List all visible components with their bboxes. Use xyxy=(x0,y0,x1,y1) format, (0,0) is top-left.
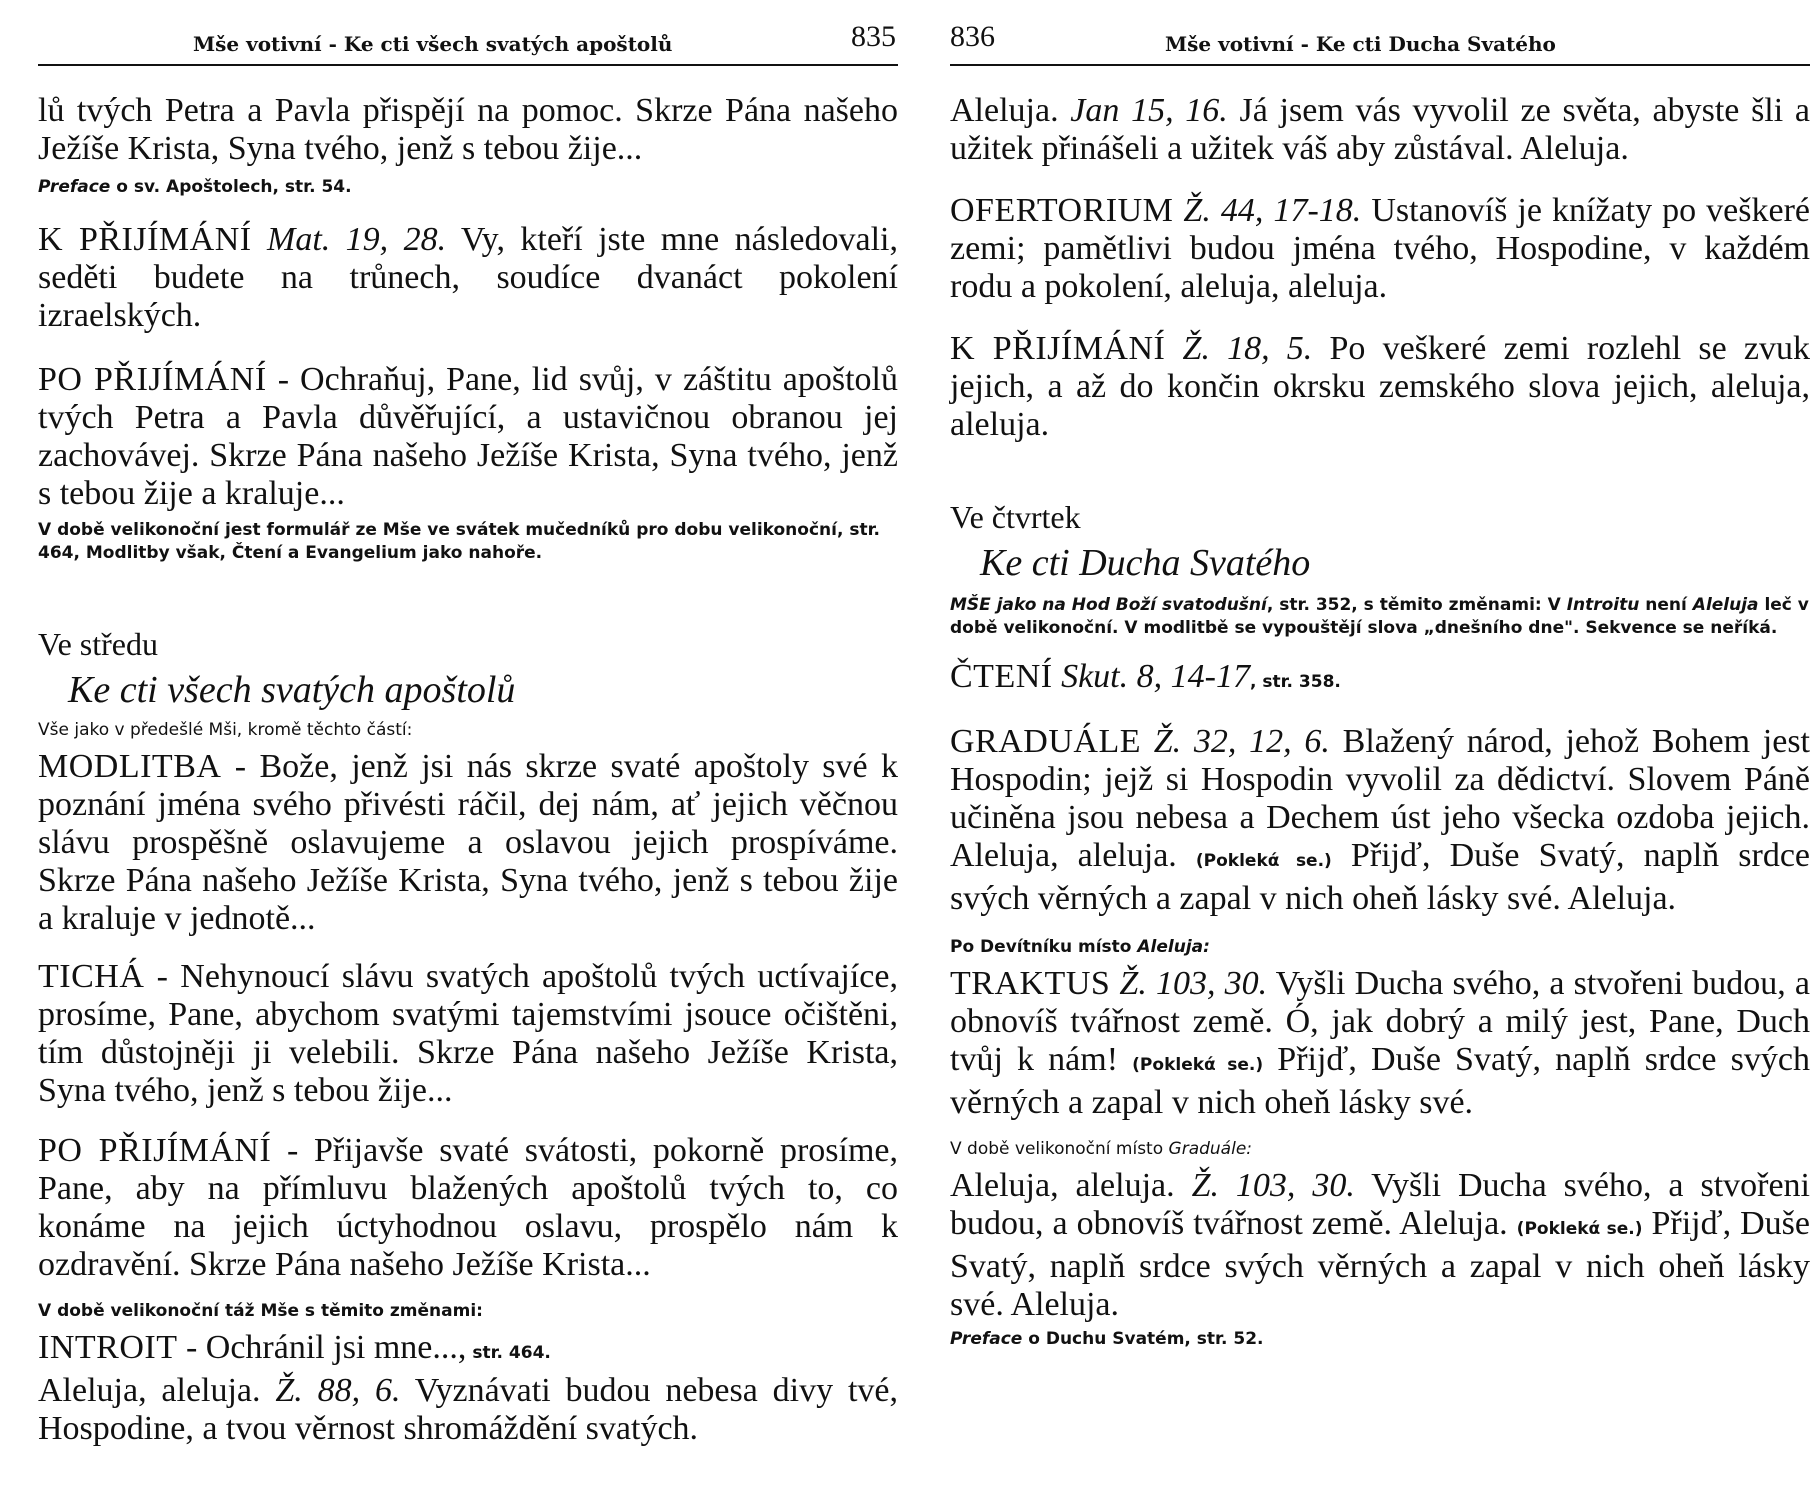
section-text: - Ochraňuj, Pane, lid svůj, v záštitu apoštolů tvých Petra a Pavla důvěřující, a ustavičnou obranou jej zachovávej. Skrze Pána našeho Ježíše Krista, Syna tvého, jenž s tebou žije a kraluje... xyxy=(38,361,898,512)
alleluia-text: Aleluja, aleluja. xyxy=(38,1372,276,1409)
preface-italic: Preface xyxy=(38,177,111,197)
section-text: Přijď, Duše Svatý, naplň srdce svých věrných a zapal v nich oheň lásky své. xyxy=(950,1041,1810,1121)
alleluia-text: Aleluja, aleluja. xyxy=(950,1167,1192,1204)
section-label: MODLITBA xyxy=(38,748,222,785)
reading xyxy=(950,658,1810,701)
scripture-ref: Mat. 19, 28. xyxy=(267,221,447,258)
section-text: Přijď, Duše Svatý, naplň srdce svých věrných a zapal v nich oheň lásky své. Aleluja. xyxy=(950,837,1810,917)
scripture-ref: Jan 15, 16. xyxy=(1070,92,1228,129)
scripture-ref: Ž. 18, 5. xyxy=(1165,330,1313,367)
note-italic: MŠE jako na Hod Boží svatodušní xyxy=(950,595,1267,615)
postcommunion-prayer-2 xyxy=(38,1132,898,1284)
offertory xyxy=(950,192,1810,306)
gradual xyxy=(950,723,1810,918)
preface-rest: o Duchu Svatém, str. 52. xyxy=(1022,1329,1264,1349)
rubric: (Poklekά se.) xyxy=(1195,851,1332,871)
note-all-as-before: Vše jako v předešlé Mši, kromě těchto částí: xyxy=(38,720,413,740)
easter-note: V době velikonoční jest formulář ze Mše ve svátek mučedníků pro dobu velikonoční, str. 464, Modlitby však, Čtení a Evangelium jako nahoře. xyxy=(38,520,881,563)
ember-note xyxy=(950,936,1810,959)
rubric: (Poklekά se.) xyxy=(1132,1055,1264,1075)
note-italic: Aleluja: xyxy=(1137,937,1210,957)
running-head xyxy=(38,20,898,66)
running-title: Mše votivní - Ke cti všech svatých apoštolů xyxy=(193,32,673,56)
section-label: OFERTORIUM xyxy=(950,192,1174,229)
scripture-ref: Skut. 8, 14-17 xyxy=(1052,658,1250,695)
right-content xyxy=(950,92,1810,1351)
easter-alleluia xyxy=(950,1167,1810,1324)
introit xyxy=(38,1329,898,1448)
communion-antiphon xyxy=(950,330,1810,444)
section-text: Já jsem vás vyvolil ze světa, abyste šli a užitek přinášeli a užitek váš aby zůstával. Aleluja. xyxy=(950,92,1811,167)
note-text: , str. 352, s těmito změnami: V xyxy=(1266,595,1567,615)
section-label: PO PŘIJÍMÁNÍ xyxy=(38,361,267,398)
preface-italic: Preface xyxy=(950,1329,1023,1349)
mass-changes-note xyxy=(950,594,1810,640)
preface-note xyxy=(950,1328,1810,1351)
scripture-ref: Ž. 103, 30. xyxy=(1110,965,1268,1002)
communion-antiphon xyxy=(38,221,898,335)
section-text: Přijď, Duše Svatý, naplň srdce svých věrných a zapal v nich oheň lásky své. Aleluja. xyxy=(950,1205,1810,1323)
left-page xyxy=(38,0,898,1500)
section-text: - Bože, jenž jsi nás skrze svaté apoštoly své k poznání jména svého přivésti ráčil, dej nám, ať jejich věčnou slávu prospěšně oslavujeme a oslavou jejich prospíváme. Skrze Pána našeho Ježíše Krista, Syna tvého, jenž s tebou žije a kraluje v jednotě... xyxy=(38,748,898,937)
section-text: Vyznávati budou nebesa divy tvé, Hospodine, a tvou věrnost shromáždění svatých. xyxy=(38,1372,898,1447)
tract xyxy=(950,965,1810,1122)
running-head xyxy=(950,20,1810,66)
running-title: Mše votivní - Ke cti Ducha Svatého xyxy=(1165,32,1556,56)
note-text: V době velikonoční místo xyxy=(950,1139,1169,1159)
section-label: ČTENÍ xyxy=(950,658,1053,695)
note-italic: Aleluja xyxy=(1692,595,1759,615)
postcommunion-prayer xyxy=(38,361,898,513)
section-text: Vyšli Ducha svého, a stvořeni budou, a obnovíš tvářnost země. Aleluja. xyxy=(950,1167,1810,1242)
rubric: (Poklekά se.) xyxy=(1516,1219,1643,1239)
section-label: K PŘIJÍMÁNÍ xyxy=(38,221,252,258)
section-label: K PŘIJÍMÁNÍ xyxy=(950,330,1166,367)
note-text: Po Devítníku místo xyxy=(950,937,1138,957)
page-number: 835 xyxy=(851,20,896,53)
page-reference: str. 464. xyxy=(466,1343,551,1363)
left-content xyxy=(38,92,898,1448)
scripture-ref: Ž. 44, 17-18. xyxy=(1173,192,1362,229)
section-label: INTROIT xyxy=(38,1329,178,1366)
section-label: TICHÁ xyxy=(38,958,145,995)
section-label: GRADUÁLE xyxy=(950,723,1141,760)
paragraph-continuation: lů tvých Petra a Pavla přispějí na pomoc. Skrze Pána našeho Ježíše Krista, Syna tvého, jenž s tebou žije... xyxy=(38,92,898,167)
note-text: leč v době velikonoční. V modlitbě se vypouštějí slova „dnešního dne". Sekvence se neříká. xyxy=(950,595,1809,638)
easter-changes-note: V době velikonoční táž Mše s těmito změnami: xyxy=(38,1301,483,1321)
section-text: Vyšli Ducha svého, a stvořeni budou, a obnovíš tvářnost země. Ó, jak dobrý a milý jest, Pane, Duch tvůj k nám! xyxy=(950,965,1810,1078)
right-page xyxy=(950,0,1810,1500)
section-label: PO PŘIJÍMÁNÍ xyxy=(38,1132,272,1169)
section-text: Vy, kteří jste mne následovali, seděti budete na trůnech, soudíce dvanáct pokolení izraelských. xyxy=(38,221,898,334)
scripture-ref: Ž. 103, 30. xyxy=(1191,1167,1355,1204)
note-text: není xyxy=(1639,595,1693,615)
mass-subtitle: Ke cti Ducha Svatého xyxy=(980,542,1311,584)
page-reference: , str. 358. xyxy=(1249,672,1341,692)
secret-prayer xyxy=(38,958,898,1110)
note-italic: Graduále: xyxy=(1168,1139,1253,1159)
day-label: Ve středu xyxy=(38,626,158,662)
easter-gradual-note xyxy=(950,1138,1810,1161)
section-label: TRAKTUS xyxy=(950,965,1111,1002)
page-number: 836 xyxy=(950,20,995,53)
section-text: - Ochránil jsi mne..., xyxy=(177,1329,467,1366)
section-text: Po veškeré zemi rozlehl se zvuk jejich, a až do končin okrsku zemského slova jejich, aleluja, aleluja. xyxy=(950,330,1810,443)
scripture-ref: Ž. 32, 12, 6. xyxy=(1140,723,1330,760)
scripture-ref: Ž. 88, 6. xyxy=(275,1372,401,1409)
section-text: Ustanovíš je knížaty po veškeré zemi; pamětlivi budou jména tvého, Hospodine, v každém rodu a pokolení, aleluja, aleluja. xyxy=(950,192,1811,305)
section-text: - Nehynoucí slávu svatých apoštolů tvých uctívajíce, prosíme, Pane, abychom svatými tajemstvími jsouce očištěni, tím důstojněji ji velebili. Skrze Pána našeho Ježíše Krista, Syna tvého, jenž s tebou žije... xyxy=(38,958,898,1109)
mass-subtitle: Ke cti všech svatých apoštolů xyxy=(68,669,516,711)
paragraph-continuation xyxy=(950,92,1810,168)
collect-prayer xyxy=(38,748,898,938)
note-italic: Introitu xyxy=(1566,595,1640,615)
alleluia-text: Aleluja. xyxy=(950,92,1071,129)
day-label: Ve čtvrtek xyxy=(950,499,1081,535)
preface-note xyxy=(38,176,898,199)
section-text: Blažený národ, jehož Bohem jest Hospodin; jejž si Hospodin vyvolil za dědictví. Slovem Páně učiněna jsou nebesa a Dechem úst jeho všecka ozdoba jejich. Aleluja, aleluja. xyxy=(950,723,1810,874)
preface-rest: o sv. Apoštolech, str. 54. xyxy=(110,177,352,197)
section-text: - Přijavše svaté svátosti, pokorně prosíme, Pane, aby na přímluvu blažených apoštolů tvých to, co konáme na jejich úctyhodnou oslavu, prospělo nám k ozdravění. Skrze Pána našeho Ježíše Krista... xyxy=(38,1132,898,1283)
